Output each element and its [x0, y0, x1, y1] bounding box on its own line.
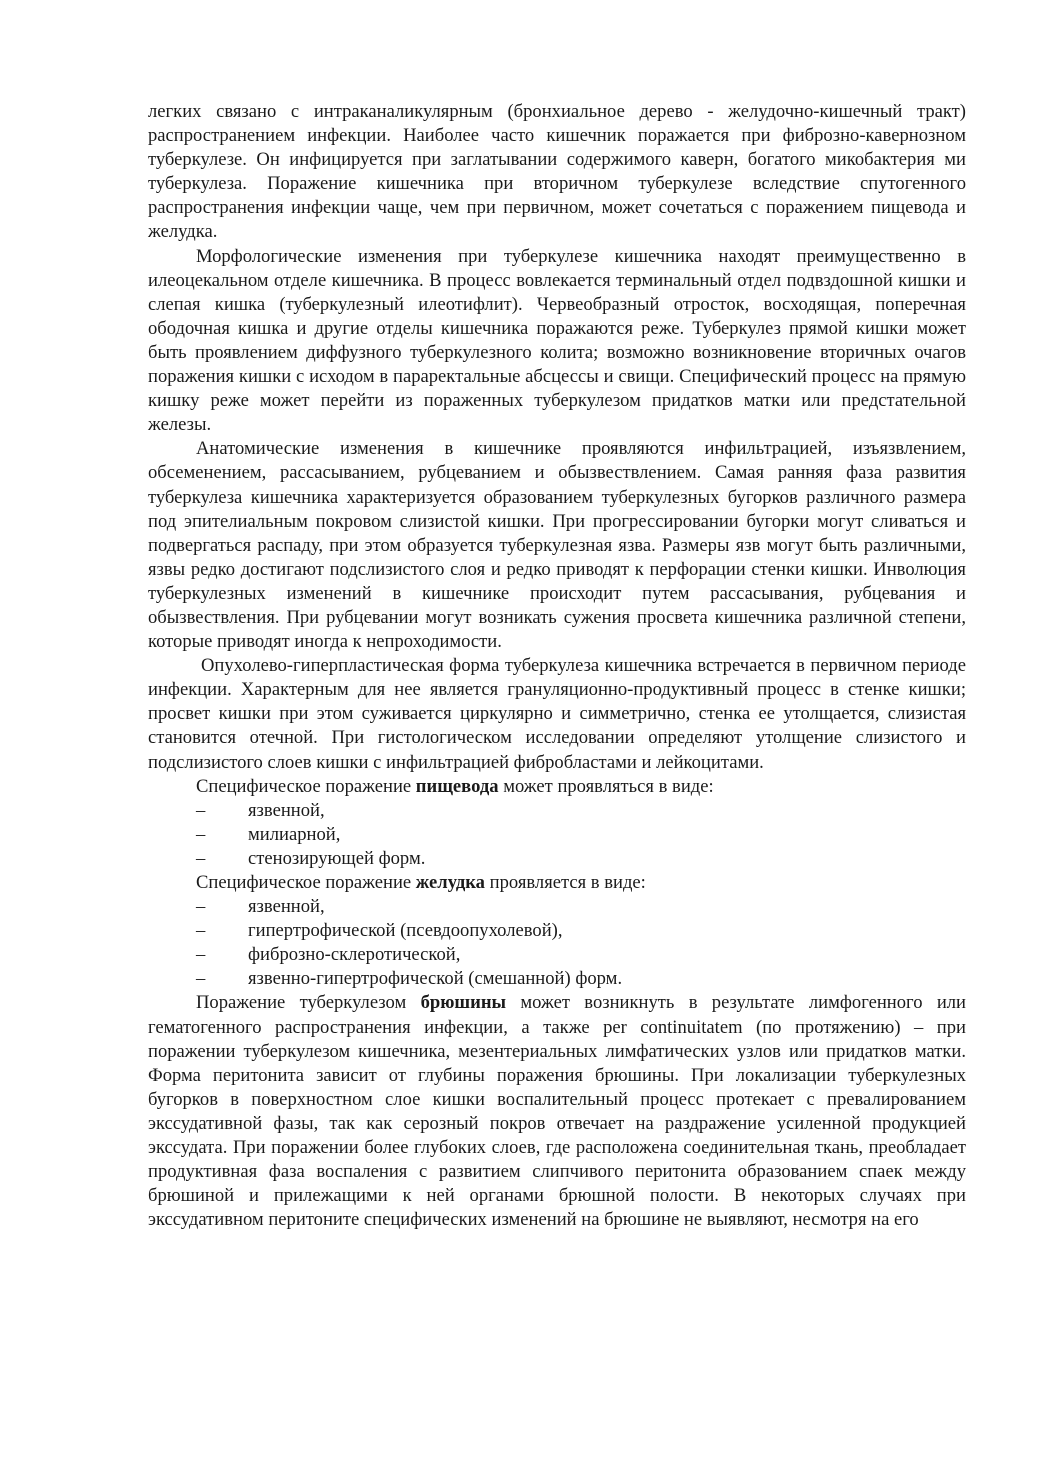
- dash-marker: –: [196, 799, 206, 821]
- esophagus-intro-tail: может проявляться в виде:: [498, 775, 714, 797]
- list-item: [148, 895, 966, 919]
- paragraph-stomach-intro: [148, 871, 966, 895]
- peritoneum-body-text: может возникнуть в результате лимфогенного или гематогенного распространения инфекции, а также per continuitatem (по протяжению) – при поражении туберкулезом кишечника, мезентериальных лимфатических узлов или придатков матки. Форма перитонита зависит от глубины поражения брюшины. При локализации туберкулезных бугорков в поверхностном слое кишки воспалительный процесс протекает с превалированием экссудативной фазы, так как серозный покров отвечает на раздражение усиленной продукцией экссудата. При поражении более глубоких слоев, где расположена соединительная ткань, преобладает продуктивная фаза воспаления с развитием слипчивого перитонита образованием спаек между брюшиной и прилежащими к ней органами брюшной полости. В некоторых случаях при экссудативном перитоните специфических изменений на брюшине не выявляют, несмотря на его: [148, 992, 966, 1231]
- dash-marker: –: [196, 896, 206, 918]
- list-item-text: язвенной,: [248, 896, 325, 918]
- list-item-text: фиброзно-склеротической,: [248, 944, 461, 966]
- list-item-text: гипертрофической (псевдоопухолевой),: [248, 920, 563, 942]
- paragraph-morphology: Морфологические изменения при туберкулезе кишечника находят преимущественно в илеоцекальном отделе кишечника. В процесс вовлекается терминальный отдел подвздошной кишки и слепая кишка (туберкулезный илеотифлит). Червеобразный отросток, восходящая, поперечная ободочная кишка и другие отделы кишечника поражаются реже. Туберкулез прямой кишки может быть проявлением диффузного туберкулезного колита; возможно возникновение вторичных очагов поражения кишки с исходом в параректальные абсцессы и свищи. Специфический процесс на прямую кишку реже может перейти из пораженных туберкулезом придатков матки или предстательной железы.: [148, 245, 966, 436]
- paragraph-tumor-form: Опухолево-гиперпластическая форма туберкулеза кишечника встречается в первичном периоде инфекции. Характерным для нее является грануляционно-продуктивный процесс в стенке кишки; просвет кишки при этом суживается циркулярно и симметрично, стенка ее утолщается, слизистая становится отечной. При гистологическом исследовании определяют утолщение слизистого и подслизистого слоев кишки с инфильтрацией фибробластами и лейкоцитами.: [148, 655, 966, 773]
- paragraph-esophagus-intro: [148, 775, 966, 799]
- dash-marker: –: [196, 944, 206, 966]
- paragraph-anatomy: Анатомические изменения в кишечнике проявляются инфильтрацией, изъязвлением, обсеменением, рассасыванием, рубцеванием и обызвествлением. Самая ранняя фаза развития туберкулеза кишечника характеризуется образованием туберкулезных бугорков различного размера под эпителиальным покровом слизистой кишки. При прогрессировании бугорки могут сливаться и подвергаться распаду, при этом образуется туберкулезная язва. Размеры язв могут быть различными, язвы редко достигают подслизистого слоя и редко приводят к перфорации стенки кишки. Инволюция туберкулезных изменений в кишечнике происходит путем рассасывания, рубцевания и обызвествления. При рубцевании могут возникать сужения просвета кишечника различной степени, которые приводят иногда к непроходимости.: [148, 438, 966, 653]
- list-item: [148, 943, 966, 967]
- list-item: [148, 919, 966, 943]
- list-item-text: язвенно-гипертрофической (смешанной) форм.: [248, 968, 623, 990]
- stomach-intro-tail: проявляется в виде:: [484, 872, 646, 893]
- dash-marker: –: [196, 847, 206, 869]
- list-item-text: стенозирующей форм.: [248, 847, 426, 869]
- dash-marker: –: [196, 823, 206, 845]
- peritoneum-term: брюшины: [420, 992, 507, 1014]
- document-page: [148, 100, 966, 1232]
- stomach-term: желудка: [415, 872, 485, 893]
- list-item: [148, 823, 966, 847]
- esophagus-term: пищевода: [415, 775, 499, 797]
- list-item-text: язвенной,: [248, 799, 325, 821]
- dash-marker: –: [196, 968, 206, 990]
- esophagus-intro-text: Специфическое поражение: [196, 775, 416, 797]
- stomach-forms-list: [148, 895, 966, 991]
- esophagus-forms-list: [148, 799, 966, 871]
- dash-marker: –: [196, 920, 206, 942]
- peritoneum-intro-text: Поражение туберкулезом: [196, 992, 421, 1014]
- list-item-text: милиарной,: [248, 823, 341, 845]
- list-item: [148, 967, 966, 991]
- list-item: [148, 847, 966, 871]
- paragraph-peritoneum: [148, 991, 966, 1232]
- paragraph-lung-infection: легких связано с интраканаликулярным (бронхиальное дерево - желудочно-кишечный тракт) распространением инфекции. Наиболее часто кишечник поражается при фиброзно-кавернозном туберкулезе. Он инфицируется при заглатывании содержимого каверн, богатого микобактерия ми туберкулеза. Поражение кишечника при вторичном туберкулезе вследствие спутогенного распространения инфекции чаще, чем при первичном, может сочетаться с поражением пищевода и желудка.: [148, 101, 966, 243]
- stomach-intro-text: Специфическое поражение: [196, 872, 416, 893]
- list-item: [148, 799, 966, 823]
